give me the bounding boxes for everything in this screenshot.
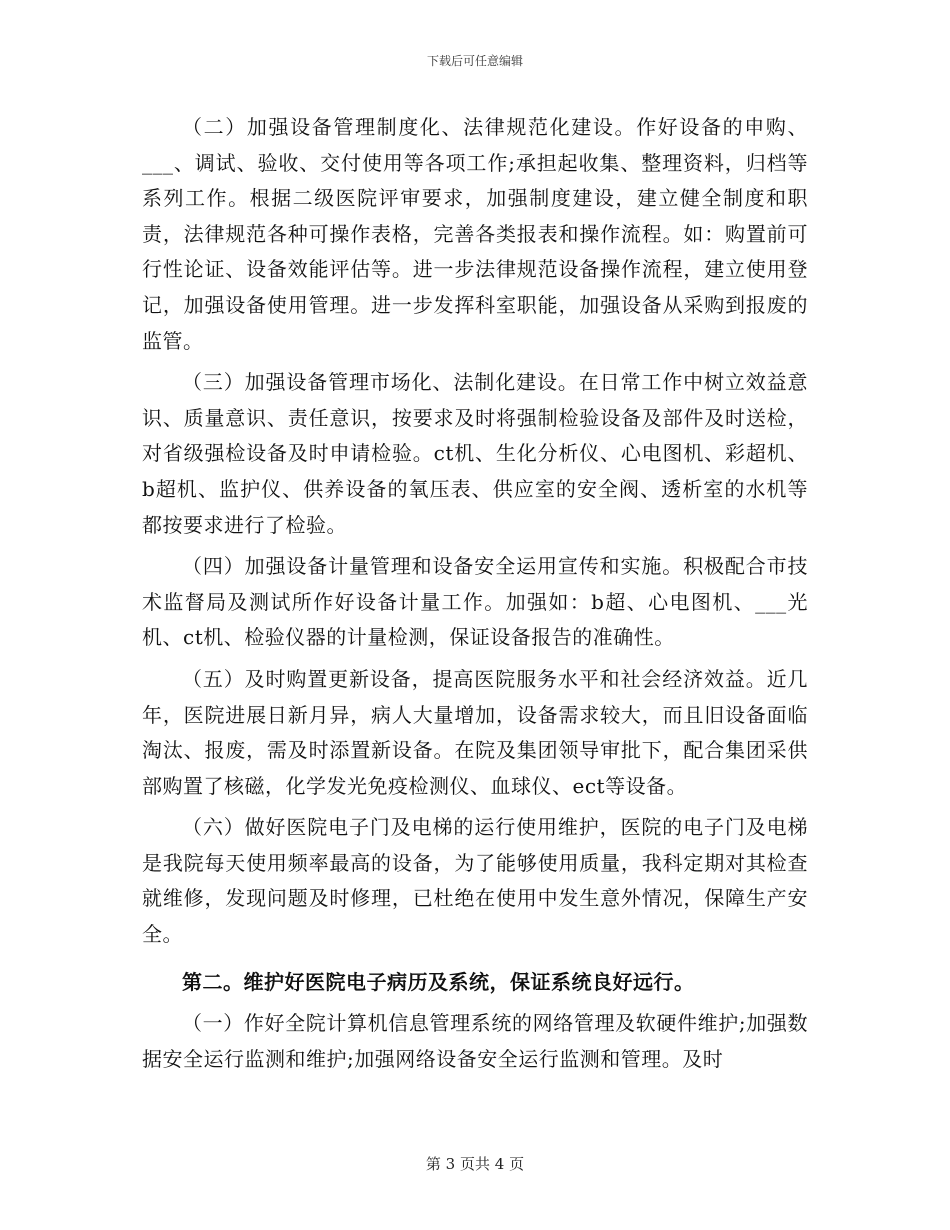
section-heading-second: 第二。维护好医院电子病历及系统，保证系统良好远行。 xyxy=(182,969,695,994)
paragraph-section-4: （四）加强设备计量管理和设备安全运用宣传和实施。积极配合市技术监督局及测试所作好设备计量工作。加强如：b超、心电图机、___光机、ct机、检验仪器的计量检测，保证设备报告的准确性。 xyxy=(142,554,808,650)
page-header: 下载后可任意编辑 xyxy=(426,54,523,68)
page-footer: 第 3 页共 4 页 xyxy=(425,1155,525,1173)
paragraph-section-2: （二）加强设备管理制度化、法律规范化建设。作好设备的申购、___、调试、验收、交付使用等各项工作;承担起收集、整理资料，归档等系列工作。根据二级医院评审要求，加强制度建设，建立健全制度和职责，法律规范各种可操作表格，完善各类报表和操作流程。如：购置前可行性论证、设备效能评估等。进一步法律规范设备操作流程，建立使用登记，加强设备使用管理。进一步发挥科室职能，加强设备从采购到报废的监管。 xyxy=(142,115,808,353)
paragraph-subsection-1: （一）作好全院计算机信息管理系统的网络管理及软硬件维护;加强数据安全运行监测和维护;加强网络设备安全运行监测和管理。及时 xyxy=(142,1011,808,1071)
document-body xyxy=(142,110,808,1077)
paragraph-section-6: （六）做好医院电子门及电梯的运行使用维护，医院的电子门及电梯是我院每天使用频率最高的设备，为了能够使用质量，我科定期对其检查就维修，发现问题及时修理，已杜绝在使用中发生意外情况，保障生产安全。 xyxy=(142,815,808,947)
paragraph-section-5: （五）及时购置更新设备，提高医院服务水平和社会经济效益。近几年，医院进展日新月异，病人大量增加，设备需求较大，而且旧设备面临淘汰、报废，需及时添置新设备。在院及集团领导审批下，配合集团采供部购置了核磁，化学发光免疫检测仪、血球仪、ect等设备。 xyxy=(142,666,808,798)
paragraph-section-3: （三）加强设备管理市场化、法制化建设。在日常工作中树立效益意识、质量意识、责任意识，按要求及时将强制检验设备及部件及时送检，对省级强检设备及时申请检验。ct机、生化分析仪、心电图机、彩超机、b超机、监护仪、供养设备的氧压表、供应室的安全阀、透析室的水机等都按要求进行了检验。 xyxy=(142,370,808,537)
